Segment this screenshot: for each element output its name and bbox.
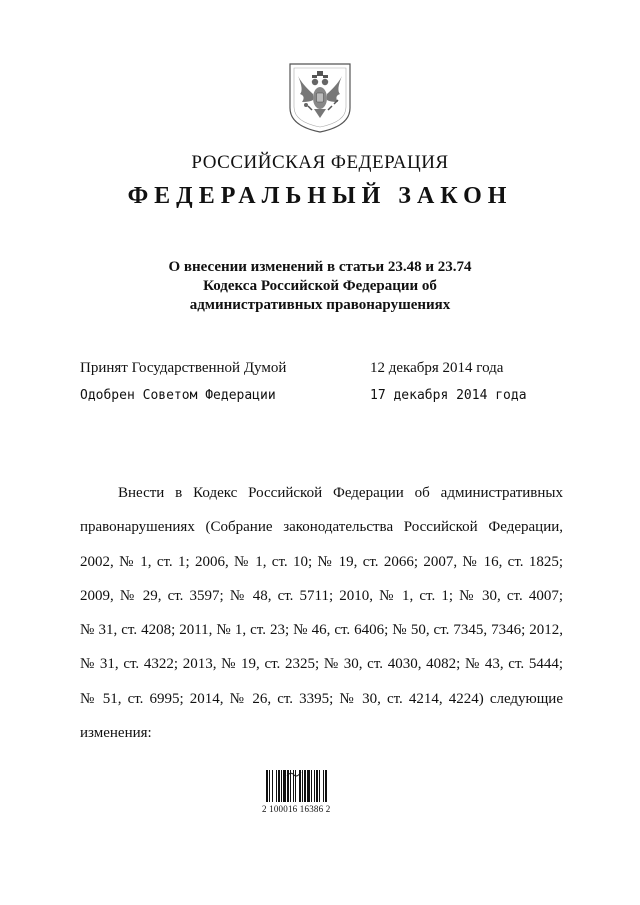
body-line: № 51, ст. 6995; 2014, № 26, ст. 3395; № 30, ст. 4214, 4224) следующие bbox=[80, 690, 563, 707]
body-line: 2002, № 1, ст. 1; 2006, № 1, ст. 10; № 19, ст. 2066; 2007, № 16, ст. 1825; bbox=[80, 553, 563, 570]
barcode-bar bbox=[281, 770, 282, 802]
barcode-bar bbox=[311, 770, 312, 802]
subject-line: Кодекса Российской Федерации об bbox=[203, 278, 437, 294]
barcode-bar bbox=[293, 770, 294, 802]
council-label: Одобрен Советом Федерации bbox=[80, 388, 276, 403]
barcode-bar bbox=[276, 770, 277, 802]
barcode-bar bbox=[304, 770, 306, 802]
barcode-bar bbox=[302, 770, 303, 802]
barcode-bar bbox=[295, 770, 296, 802]
barcode-bar bbox=[269, 770, 270, 802]
barcode-bar bbox=[299, 770, 301, 802]
barcode-bar bbox=[314, 770, 315, 802]
duma-date: 12 декабря 2014 года bbox=[370, 360, 504, 376]
barcode-number: 2 100016 16386 2 bbox=[262, 804, 331, 814]
barcode-bar bbox=[319, 770, 320, 802]
barcode-bar bbox=[316, 770, 318, 802]
subject-line: административных правонарушениях bbox=[189, 297, 451, 313]
body-line: правонарушениях (Собрание законодательства Российской Федерации, bbox=[80, 519, 563, 536]
duma-label: Принят Государственной Думой bbox=[80, 360, 287, 376]
russian-coat-of-arms-icon bbox=[286, 60, 354, 134]
country-name: РОССИЙСКАЯ ФЕДЕРАЦИЯ bbox=[191, 152, 449, 173]
barcode-bar bbox=[272, 770, 273, 802]
barcode-bar bbox=[323, 770, 324, 802]
barcode-bar bbox=[287, 770, 289, 802]
body-line: № 31, ст. 4322; 2013, № 19, ст. 2325; № 30, ст. 4030, 4082; № 43, ст. 5444; bbox=[80, 656, 563, 673]
barcode-bar bbox=[290, 770, 291, 802]
body-line: изменения: bbox=[80, 725, 152, 742]
barcode-bars bbox=[266, 770, 352, 802]
council-date: 17 декабря 2014 года bbox=[370, 388, 527, 403]
barcode bbox=[262, 760, 350, 820]
body-line: Внести в Кодекс Российской Федерации об административных bbox=[118, 485, 563, 501]
barcode-bar bbox=[307, 770, 310, 802]
subject-line: О внесении изменений в статьи 23.48 и 23.74 bbox=[168, 259, 472, 275]
law-type-title: ФЕДЕРАЛЬНЫЙ ЗАКОН bbox=[127, 183, 513, 209]
barcode-bar bbox=[278, 770, 280, 802]
body-paragraph bbox=[80, 476, 563, 750]
law-subject bbox=[100, 258, 540, 315]
barcode-bar bbox=[283, 770, 286, 802]
barcode-bar bbox=[266, 770, 268, 802]
body-line: 2009, № 29, ст. 3597; № 48, ст. 5711; 2010, № 1, ст. 1; № 30, ст. 4007; bbox=[80, 587, 563, 604]
body-line: № 31, ст. 4208; 2011, № 1, ст. 23; № 46, ст. 6406; № 50, ст. 7345, 7346; 2012, bbox=[80, 622, 563, 639]
barcode-bar bbox=[325, 770, 327, 802]
